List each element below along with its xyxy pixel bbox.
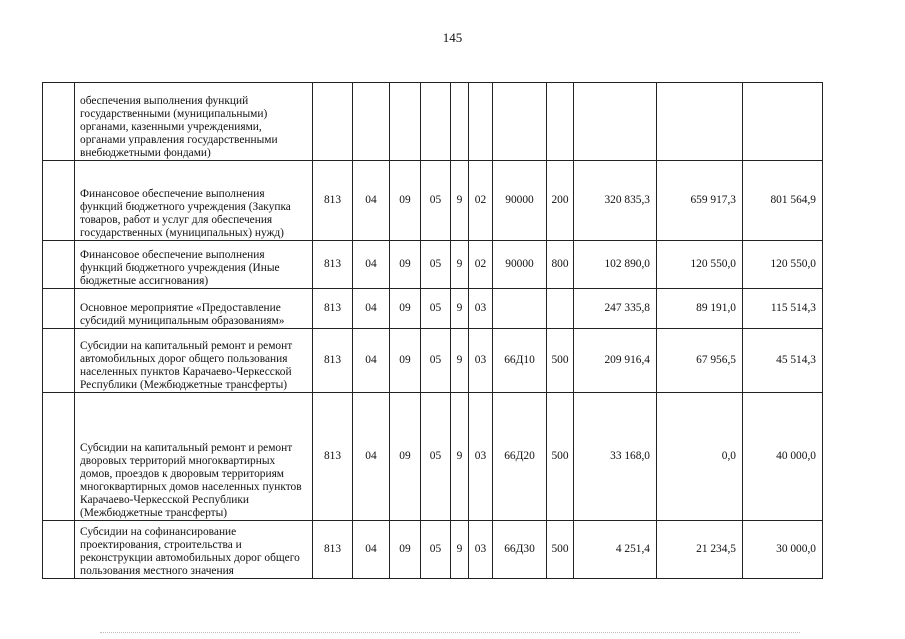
- row-name-cell: Субсидии на капитальный ремонт и ремонт дворовых территорий многоквартирных домов, проездов к дворовым территориям многоквартирных домов населенных пунктов Карачаево-Черкесской Республики (Межбюджетные трансферты): [75, 393, 313, 521]
- amount-cell: 33 168,0: [574, 393, 657, 521]
- amount-cell: 120 550,0: [657, 241, 743, 289]
- amount-cell: 21 234,5: [657, 521, 743, 579]
- code-cell: 813: [313, 329, 353, 393]
- table-row: [43, 289, 823, 329]
- code-cell: 09: [390, 329, 421, 393]
- code-cell: 500: [547, 521, 574, 579]
- code-cell: 09: [390, 393, 421, 521]
- row-blank-cell: [43, 161, 75, 241]
- table-row: [43, 161, 823, 241]
- amount-cell: 45 514,3: [743, 329, 823, 393]
- amount-cell: 4 251,4: [574, 521, 657, 579]
- amount-cell: 247 335,8: [574, 289, 657, 329]
- row-blank-cell: [43, 83, 75, 161]
- bottom-scan-line: [100, 632, 800, 633]
- code-cell: 66Д20: [493, 393, 547, 521]
- code-cell: 03: [469, 289, 493, 329]
- code-cell: 05: [421, 241, 451, 289]
- row-name-cell: Финансовое обеспечение выполнения функций бюджетного учреждения (Иные бюджетные ассигнования): [75, 241, 313, 289]
- code-cell: 02: [469, 161, 493, 241]
- row-blank-cell: [43, 329, 75, 393]
- code-cell: 813: [313, 289, 353, 329]
- code-cell: 9: [451, 329, 469, 393]
- code-cell: 04: [353, 393, 390, 521]
- amount-cell: 40 000,0: [743, 393, 823, 521]
- code-cell: 04: [353, 241, 390, 289]
- row-name-cell: Основное мероприятие «Предоставление субсидий муниципальным образованиям»: [75, 289, 313, 329]
- code-cell: 813: [313, 393, 353, 521]
- table-row: [43, 83, 823, 161]
- code-cell: [421, 83, 451, 161]
- code-cell: 04: [353, 289, 390, 329]
- code-cell: 09: [390, 521, 421, 579]
- code-cell: 02: [469, 241, 493, 289]
- code-cell: 90000: [493, 161, 547, 241]
- code-cell: [547, 289, 574, 329]
- row-name-cell: Субсидии на капитальный ремонт и ремонт автомобильных дорог общего пользования населенных пунктов Карачаево-Черкесской Республики (Межбюджетные трансферты): [75, 329, 313, 393]
- code-cell: [493, 289, 547, 329]
- table-row: [43, 241, 823, 289]
- code-cell: 66Д30: [493, 521, 547, 579]
- code-cell: 500: [547, 393, 574, 521]
- amount-cell: [657, 83, 743, 161]
- amount-cell: 801 564,9: [743, 161, 823, 241]
- code-cell: 9: [451, 289, 469, 329]
- amount-cell: 659 917,3: [657, 161, 743, 241]
- code-cell: 66Д10: [493, 329, 547, 393]
- code-cell: 9: [451, 393, 469, 521]
- code-cell: [493, 83, 547, 161]
- code-cell: [313, 83, 353, 161]
- row-name-cell: Финансовое обеспечение выполнения функций бюджетного учреждения (Закупка товаров, работ и услуг для обеспечения государственных (муниципальных) нужд): [75, 161, 313, 241]
- code-cell: 03: [469, 521, 493, 579]
- row-blank-cell: [43, 393, 75, 521]
- code-cell: [469, 83, 493, 161]
- code-cell: 200: [547, 161, 574, 241]
- code-cell: 90000: [493, 241, 547, 289]
- amount-cell: 115 514,3: [743, 289, 823, 329]
- code-cell: 9: [451, 241, 469, 289]
- code-cell: [390, 83, 421, 161]
- amount-cell: 209 916,4: [574, 329, 657, 393]
- code-cell: [547, 83, 574, 161]
- code-cell: 9: [451, 161, 469, 241]
- code-cell: 813: [313, 521, 353, 579]
- code-cell: [353, 83, 390, 161]
- code-cell: 03: [469, 393, 493, 521]
- code-cell: 05: [421, 289, 451, 329]
- code-cell: 04: [353, 329, 390, 393]
- table-row: [43, 329, 823, 393]
- code-cell: [451, 83, 469, 161]
- table-row: [43, 393, 823, 521]
- amount-cell: 102 890,0: [574, 241, 657, 289]
- amount-cell: 120 550,0: [743, 241, 823, 289]
- code-cell: 9: [451, 521, 469, 579]
- code-cell: 500: [547, 329, 574, 393]
- code-cell: 05: [421, 161, 451, 241]
- amount-cell: 30 000,0: [743, 521, 823, 579]
- page-number: 145: [442, 30, 463, 45]
- code-cell: 04: [353, 521, 390, 579]
- row-name-cell: обеспечения выполнения функций государственными (муниципальными) органами, казенными учреждениями, органами управления государственными внебюджетными фондами): [75, 83, 313, 161]
- row-blank-cell: [43, 289, 75, 329]
- code-cell: 09: [390, 241, 421, 289]
- row-blank-cell: [43, 241, 75, 289]
- code-cell: 813: [313, 161, 353, 241]
- code-cell: 05: [421, 329, 451, 393]
- code-cell: 05: [421, 521, 451, 579]
- budget-table: [42, 82, 823, 579]
- table-row: [43, 521, 823, 579]
- code-cell: 813: [313, 241, 353, 289]
- code-cell: 05: [421, 393, 451, 521]
- amount-cell: [574, 83, 657, 161]
- code-cell: 09: [390, 289, 421, 329]
- amount-cell: [743, 83, 823, 161]
- amount-cell: 67 956,5: [657, 329, 743, 393]
- row-blank-cell: [43, 521, 75, 579]
- row-name-cell: Субсидии на софинансирование проектирования, строительства и реконструкции автомобильных дорог общего пользования местного значения: [75, 521, 313, 579]
- amount-cell: 89 191,0: [657, 289, 743, 329]
- code-cell: 03: [469, 329, 493, 393]
- amount-cell: 320 835,3: [574, 161, 657, 241]
- code-cell: 800: [547, 241, 574, 289]
- code-cell: 09: [390, 161, 421, 241]
- code-cell: 04: [353, 161, 390, 241]
- amount-cell: 0,0: [657, 393, 743, 521]
